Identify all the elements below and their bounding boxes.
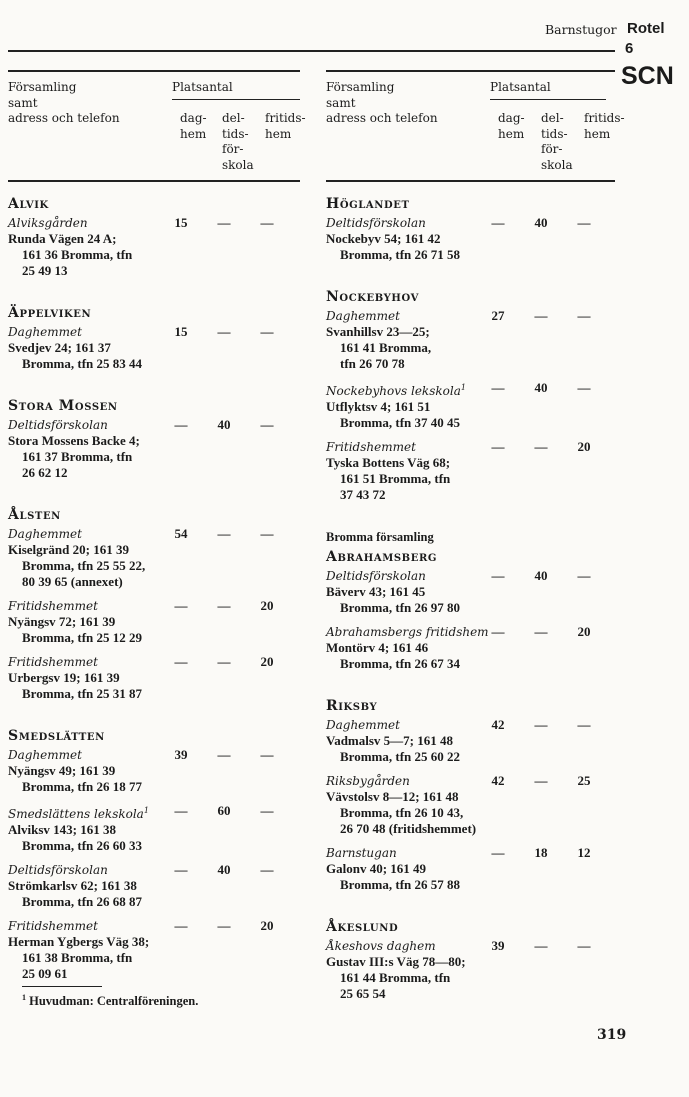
column-header-line: adress och telefon: [326, 111, 438, 125]
entry-name-text: Nockebyhovs lekskola: [326, 384, 461, 398]
column-header-line: Församling: [326, 80, 395, 94]
address-line: 25 65 54: [340, 986, 386, 1001]
district-section: [326, 196, 621, 263]
right-header-bottom-rule: [326, 180, 615, 182]
fritidshem-value: 20: [577, 439, 591, 454]
deltidsforskola-value: 60: [217, 803, 231, 818]
address-line: Bromma, tfn 25 60 22: [340, 749, 461, 764]
platsantal-header: Platsantal: [172, 80, 233, 94]
address-line: Bromma, tfn 26 67 34: [340, 656, 461, 671]
address-line: tfn 26 70 78: [340, 356, 405, 371]
entry-name-text: Fritidshemmet: [8, 919, 98, 933]
left-header-rule: [8, 70, 300, 72]
list-item: [8, 747, 303, 795]
deltidsforskola-value: —: [534, 308, 548, 323]
right-header-rule: [326, 70, 615, 72]
deltidsforskola-value: —: [534, 717, 548, 732]
address-line: 161 41 Bromma,: [340, 340, 432, 355]
entry-name-text: Åkeshovs daghem: [326, 939, 436, 953]
entry-name-text: Daghemmet: [8, 527, 82, 541]
list-item: [326, 773, 621, 837]
entry-name-text: Deltidsförskolan: [8, 863, 108, 877]
address-line: Bromma, tfn 37 40 45: [340, 415, 461, 430]
fritidshem-value: —: [260, 862, 274, 877]
deltidsforskola-value: —: [534, 773, 548, 788]
subheader-line: del-: [541, 111, 564, 125]
entry-name-text: Daghemmet: [8, 748, 82, 762]
entry-name-text: Fritidshemmet: [8, 599, 98, 613]
address-line: Galonv 40; 161 49: [326, 861, 427, 876]
address-line: Bromma, tfn 25 31 87: [22, 686, 143, 701]
district-section: [8, 305, 303, 372]
column-header-line: samt: [8, 95, 38, 110]
fritidshem-value: —: [577, 568, 591, 583]
district-section: [326, 289, 621, 503]
list-item: [8, 862, 303, 910]
address-line: Bromma, tfn 25 55 22,: [22, 558, 146, 573]
daghem-value: 39: [491, 938, 505, 953]
deltidsforskola-value: —: [534, 624, 548, 639]
address-line: Bromma, tfn 25 83 44: [22, 356, 143, 371]
footnote-rule: [22, 986, 102, 987]
address-line: Vävstolsv 8—12; 161 48: [326, 789, 459, 804]
address-line: 26 70 48 (fritidshemmet): [340, 821, 477, 836]
address-line: 25 49 13: [22, 263, 68, 278]
entry-name-text: Abrahamsbergs fritidshem: [326, 625, 489, 639]
address-line: Strömkarlsv 62; 161 38: [8, 878, 137, 893]
deltidsforskola-value: —: [217, 324, 231, 339]
address-line: Bromma, tfn 25 12 29: [22, 630, 143, 645]
top-rule: [8, 50, 615, 52]
list-item: [8, 324, 303, 372]
address-line: 25 09 61: [22, 966, 68, 981]
fritidshem-value: 25: [577, 773, 591, 788]
daghem-value: —: [491, 624, 505, 639]
address-line: Svedjev 24; 161 37: [8, 340, 111, 355]
deltidsforskola-value: 40: [534, 380, 548, 395]
daghem-value: 42: [491, 773, 505, 788]
list-item: [326, 568, 621, 616]
subheader-line: hem: [265, 126, 292, 141]
daghem-value: —: [491, 568, 505, 583]
subheader-line: för-: [222, 142, 244, 156]
district-code: SCN: [621, 62, 674, 90]
fritidshem-value: —: [577, 717, 591, 732]
deltidsforskola-value: 40: [217, 417, 231, 432]
list-item: [326, 215, 621, 263]
daghem-value: —: [174, 598, 188, 613]
address-line: Urbergsv 19; 161 39: [8, 670, 120, 685]
fritidshem-value: —: [577, 380, 591, 395]
subheader-line: fritids-: [584, 111, 625, 125]
fritidshem-value: 20: [577, 624, 591, 639]
subheader-line: hem: [584, 126, 611, 141]
district-heading: Smedslätten: [8, 728, 105, 744]
fritidshem-value: 12: [577, 845, 591, 860]
subheader-line: dag-: [498, 111, 525, 125]
deltidsforskola-value: 18: [534, 845, 548, 860]
daghem-value: —: [174, 803, 188, 818]
fritidshem-value: —: [260, 324, 274, 339]
district-section: [326, 919, 621, 1002]
subheader-line: för-: [541, 142, 563, 156]
daghem-value: 39: [174, 747, 188, 762]
address-line: 161 37 Bromma, tfn: [22, 449, 133, 464]
fritidshem-value: —: [577, 938, 591, 953]
entry-name-text: Deltidsförskolan: [326, 569, 426, 583]
deltidsforskola-value: 40: [217, 862, 231, 877]
daghem-value: —: [491, 380, 505, 395]
district-section: [8, 728, 303, 982]
address-line: 161 51 Bromma, tfn: [340, 471, 451, 486]
address-line: 161 44 Bromma, tfn: [340, 970, 451, 985]
entry-name-text: Deltidsförskolan: [326, 216, 426, 230]
entry-name-text: Barnstugan: [326, 846, 397, 860]
entry-name-text: Daghemmet: [326, 718, 400, 732]
list-item: [326, 380, 621, 431]
daghem-value: —: [491, 439, 505, 454]
address-line: Utflyktsv 4; 161 51: [326, 399, 431, 414]
rotel-label: Rotel: [627, 20, 665, 37]
address-line: Nyängsv 72; 161 39: [8, 614, 116, 629]
deltidsforskola-value: —: [217, 654, 231, 669]
address-line: Bromma, tfn 26 57 88: [340, 877, 461, 892]
subheader-line: fritids-: [265, 111, 306, 125]
daghem-value: —: [174, 417, 188, 432]
deltidsforskola-value: —: [534, 439, 548, 454]
daghem-value: 42: [491, 717, 505, 732]
platsantal-rule: [172, 99, 300, 100]
subheader-line: del-: [222, 111, 245, 125]
subheader-line: dag-: [180, 111, 207, 125]
entry-name-text: Smedslättens lekskola: [8, 807, 144, 821]
fritidshem-value: —: [577, 308, 591, 323]
address-line: 37 43 72: [340, 487, 386, 502]
district-heading: Stora Mossen: [8, 398, 118, 414]
district-heading: Åkeslund: [326, 919, 399, 935]
address-line: Nockebyv 54; 161 42: [326, 231, 441, 246]
address-line: Bromma, tfn 26 97 80: [340, 600, 461, 615]
fritidshem-value: 20: [260, 654, 274, 669]
address-line: 161 36 Bromma, tfn: [22, 247, 133, 262]
deltidsforskola-value: —: [217, 747, 231, 762]
footnote: $^1$ Huvudman: Centralföreningen.: [22, 993, 199, 1009]
fritidshem-value: —: [260, 526, 274, 541]
daghem-value: 15: [174, 215, 188, 230]
address-line: Svanhillsv 23—25;: [326, 324, 430, 339]
district-heading: Ålsten: [8, 507, 61, 523]
left-header-bottom-rule: [8, 180, 300, 182]
address-line: 161 38 Bromma, tfn: [22, 950, 133, 965]
list-item: [326, 308, 621, 372]
list-item: [8, 526, 303, 590]
entry-name-text: Daghemmet: [8, 325, 82, 339]
address-line: Bromma, tfn 26 71 58: [340, 247, 461, 262]
entry-name-text: Fritidshemmet: [326, 440, 416, 454]
footnote-marker: 1: [460, 383, 466, 392]
deltidsforskola-value: —: [217, 215, 231, 230]
deltidsforskola-value: —: [217, 918, 231, 933]
address-line: Stora Mossens Backe 4;: [8, 433, 140, 448]
address-line: Bromma, tfn 26 60 33: [22, 838, 143, 853]
entry-name-text: Daghemmet: [326, 309, 400, 323]
list-item: [8, 215, 303, 279]
deltidsforskola-value: —: [534, 938, 548, 953]
entry-name-text: Riksbygården: [326, 774, 410, 788]
address-line: Gustav III:s Väg 78—80;: [326, 954, 466, 969]
fritidshem-value: 20: [260, 918, 274, 933]
address-line: Bromma, tfn 26 10 43,: [340, 805, 464, 820]
running-title: Barnstugor: [545, 22, 617, 37]
list-item: [326, 938, 621, 1002]
address-line: Herman Ygbergs Väg 38;: [8, 934, 150, 949]
daghem-value: 54: [174, 526, 188, 541]
subheader-line: hem: [498, 126, 525, 141]
fritidshem-value: —: [260, 215, 274, 230]
subheader-line: hem: [180, 126, 207, 141]
fritidshem-value: —: [260, 803, 274, 818]
address-line: Runda Vägen 24 A;: [8, 231, 117, 246]
district-heading: Riksby: [326, 698, 378, 714]
address-line: Bäverv 43; 161 45: [326, 584, 426, 599]
daghem-value: —: [491, 845, 505, 860]
right-column: [326, 196, 621, 1010]
list-item: [8, 598, 303, 646]
district-heading: Höglandet: [326, 196, 410, 212]
column-header-line: samt: [326, 95, 356, 110]
fritidshem-value: —: [577, 215, 591, 230]
daghem-value: 27: [491, 308, 505, 323]
footnote-marker: 1: [143, 806, 149, 815]
subheader-line: skola: [541, 157, 573, 172]
column-header-line: adress och telefon: [8, 111, 120, 125]
district-section: [326, 698, 621, 893]
deltidsforskola-value: 40: [534, 568, 548, 583]
district-heading: Äppelviken: [8, 305, 92, 321]
fritidshem-value: —: [260, 747, 274, 762]
deltidsforskola-value: —: [217, 526, 231, 541]
address-line: 26 62 12: [22, 465, 68, 480]
daghem-value: —: [174, 862, 188, 877]
district-heading: Abrahamsberg: [326, 549, 438, 565]
address-line: 80 39 65 (annexet): [22, 574, 123, 589]
district-section: [8, 398, 303, 481]
column-header-line: Församling: [8, 80, 77, 94]
address-line: Nyängsv 49; 161 39: [8, 763, 116, 778]
list-item: [326, 717, 621, 765]
district-section: [8, 507, 303, 702]
district-section: [8, 196, 303, 279]
address-line: Tyska Bottens Väg 68;: [326, 455, 451, 470]
list-item: [8, 654, 303, 702]
list-item: [326, 624, 621, 672]
district-section: [326, 529, 621, 672]
page-number: 319: [597, 1027, 627, 1043]
daghem-value: 15: [174, 324, 188, 339]
deltidsforskola-value: 40: [534, 215, 548, 230]
deltidsforskola-value: —: [217, 598, 231, 613]
list-item: [8, 918, 303, 982]
parish-heading: Bromma församling: [326, 530, 434, 544]
address-line: Bromma, tfn 26 18 77: [22, 779, 143, 794]
rotel-number: 6: [625, 40, 634, 57]
address-line: Kiselgränd 20; 161 39: [8, 542, 129, 557]
list-item: [326, 845, 621, 893]
address-line: Montörv 4; 161 46: [326, 640, 429, 655]
district-heading: Nockebyhov: [326, 289, 419, 305]
fritidshem-value: —: [260, 417, 274, 432]
address-line: Bromma, tfn 26 68 87: [22, 894, 143, 909]
platsantal-rule: [490, 99, 606, 100]
list-item: [326, 439, 621, 503]
daghem-value: —: [174, 918, 188, 933]
left-column: [8, 196, 303, 990]
district-heading: Alvik: [8, 196, 49, 212]
subheader-line: tids-: [541, 126, 568, 141]
list-item: [8, 803, 303, 854]
daghem-value: —: [174, 654, 188, 669]
address-line: Vadmalsv 5—7; 161 48: [326, 733, 454, 748]
subheader-line: tids-: [222, 126, 249, 141]
entry-name-text: Fritidshemmet: [8, 655, 98, 669]
fritidshem-value: 20: [260, 598, 274, 613]
address-line: Alviksv 143; 161 38: [8, 822, 116, 837]
daghem-value: —: [491, 215, 505, 230]
entry-name-text: Deltidsförskolan: [8, 418, 108, 432]
entry-name-text: Alviksgården: [8, 216, 88, 230]
platsantal-header: Platsantal: [490, 80, 551, 94]
subheader-line: skola: [222, 157, 254, 172]
list-item: [8, 417, 303, 481]
